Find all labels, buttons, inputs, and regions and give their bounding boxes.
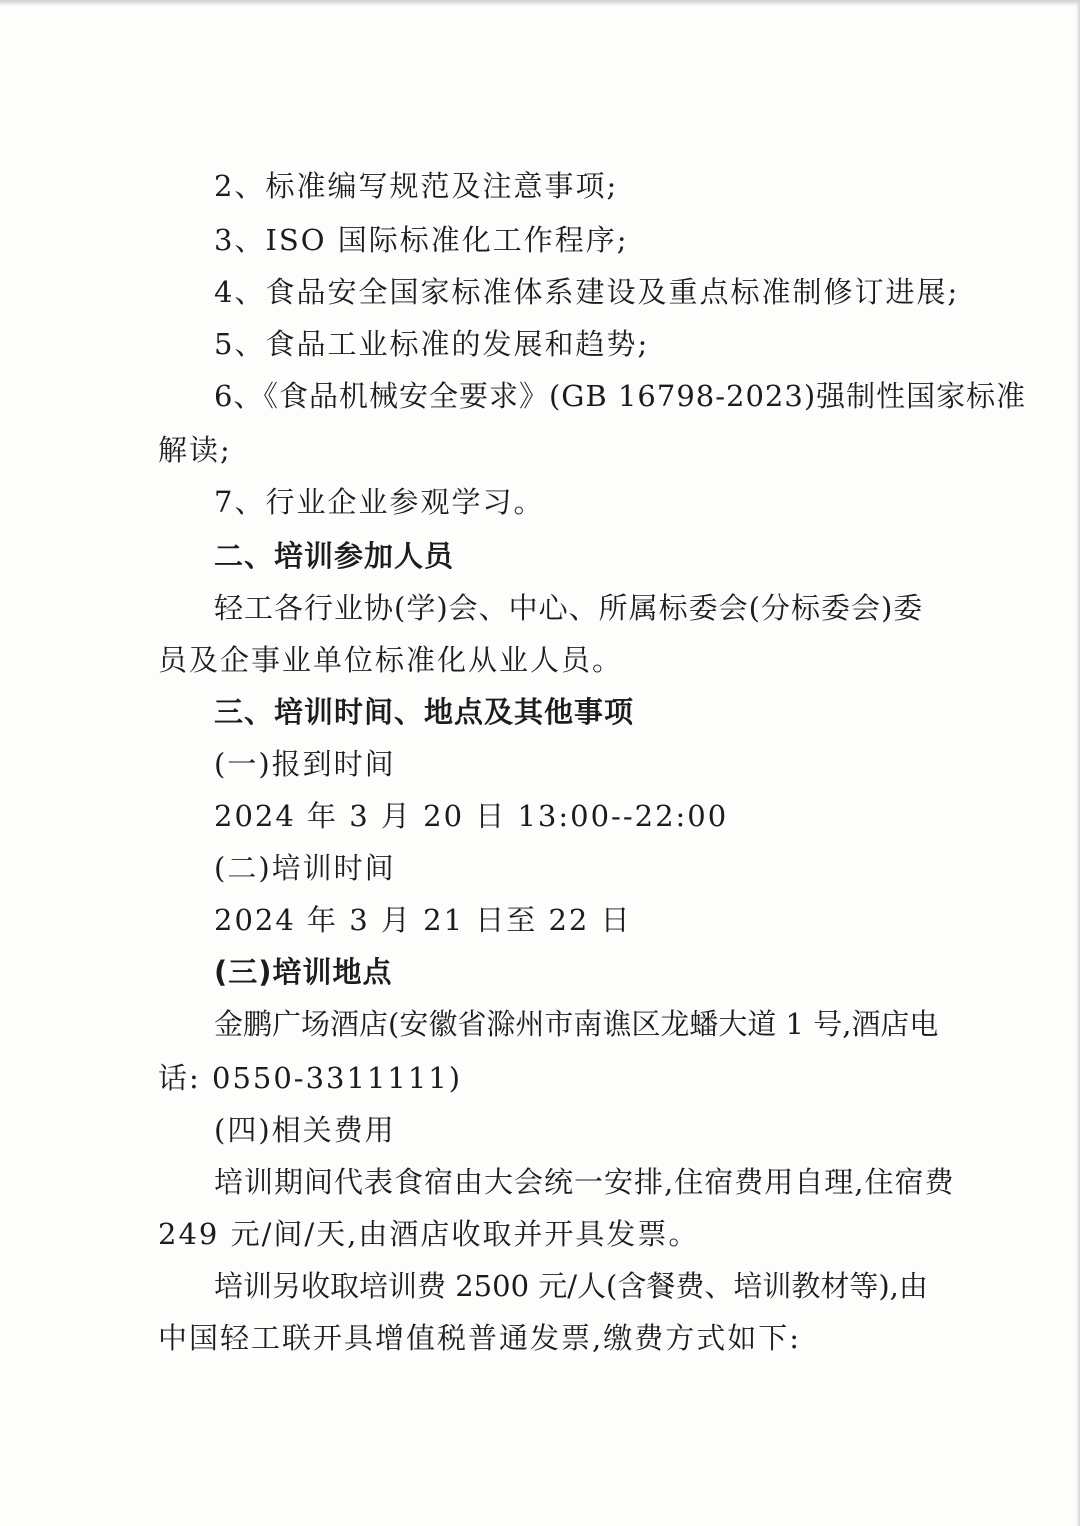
section-2-body-line2: 员及企事业单位标准化从业人员。 xyxy=(158,643,624,677)
scan-edge-right xyxy=(1076,0,1080,1526)
subsection-4-paragraph-1-line1: 培训期间代表食宿由大会统一安排,住宿费用自理,住宿费 xyxy=(214,1165,955,1199)
list-item-5: 5、食品工业标准的发展和趋势; xyxy=(214,327,650,361)
subsection-2-heading: (二)培训时间 xyxy=(214,851,396,885)
subsection-4-paragraph-1-line2: 249 元/间/天,由酒店收取并开具发票。 xyxy=(158,1217,700,1251)
section-2-body-line1: 轻工各行业协(学)会、中心、所属标委会(分标委会)委 xyxy=(214,591,924,625)
subsection-4-paragraph-2-line1: 培训另收取培训费 2500 元/人(含餐费、培训教材等),由 xyxy=(214,1269,928,1303)
list-item-6-line2: 解读; xyxy=(158,433,232,467)
list-item-7: 7、行业企业参观学习。 xyxy=(214,485,545,519)
list-item-3: 3、ISO 国际标准化工作程序; xyxy=(214,223,629,257)
subsection-3-body-line1: 金鹏广场酒店(安徽省滁州市南谯区龙蟠大道 1 号,酒店电 xyxy=(214,1007,939,1041)
section-3-heading: 三、培训时间、地点及其他事项 xyxy=(214,695,635,729)
subsection-1-body: 2024 年 3 月 20 日 13:00--22:00 xyxy=(214,799,729,833)
subsection-2-body: 2024 年 3 月 21 日至 22 日 xyxy=(214,903,632,937)
subsection-4-heading: (四)相关费用 xyxy=(214,1113,396,1147)
subsection-3-heading: (三)培训地点 xyxy=(214,955,393,989)
list-item-2: 2、标准编写规范及注意事项; xyxy=(214,169,619,203)
subsection-1-heading: (一)报到时间 xyxy=(214,747,396,781)
list-item-6-line1: 6、《食品机械安全要求》(GB 16798-2023)强制性国家标准 xyxy=(214,379,1027,413)
list-item-4: 4、食品安全国家标准体系建设及重点标准制修订进展; xyxy=(214,275,960,309)
subsection-4-paragraph-2-line2: 中国轻工联开具增值税普通发票,缴费方式如下: xyxy=(158,1321,801,1355)
subsection-3-body-line2: 话: 0550-3311111) xyxy=(158,1061,463,1095)
scan-edge-top xyxy=(0,0,1080,6)
section-2-heading: 二、培训参加人员 xyxy=(214,539,455,573)
